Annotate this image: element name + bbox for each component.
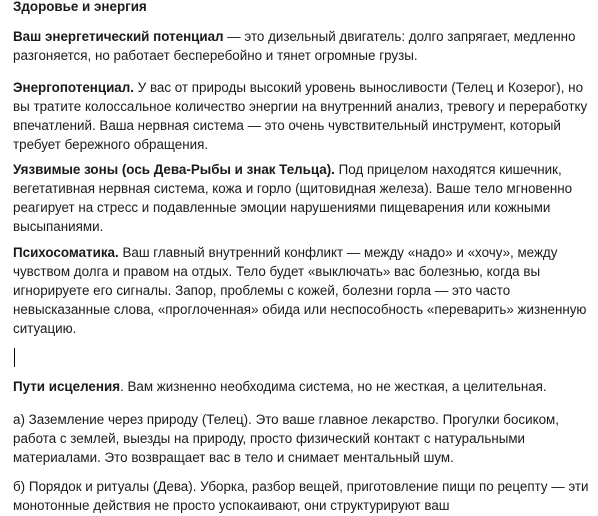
paragraph-text: б) Порядок и ритуалы (Дева). Уборка, разбор вещей, приготовление пищи по рецепту — эти монотонные действия не просто успокаивают, они структурируют ваш (13, 479, 589, 513)
paragraph-psychosomatics (13, 243, 595, 338)
paragraph-order-rituals (13, 477, 595, 515)
paragraph-text: а) Заземление через природу (Телец). Это ваше главное лекарство. Прогулки босиком, работа с землей, выезды на природу, просто физический контакт с натуральными материалами. Это возвращает вас в тело и снимает ментальный шум. (13, 412, 559, 465)
paragraph-energy-level (13, 78, 595, 154)
paragraph-text: . Вам жизненно необходима система, но не жесткая, а целительная. (120, 379, 547, 394)
paragraph-energy-potential (13, 27, 595, 65)
section-heading: Здоровье и энергия (13, 0, 147, 14)
paragraph-text: — это дизельный двигатель: долго запрягает, медленно разгоняется, но работает бесперебойно и тянет огромные грузы. (13, 29, 576, 63)
text-cursor[interactable] (14, 348, 15, 367)
paragraph-vulnerable-zones (13, 160, 595, 236)
paragraph-lead: Пути исцеления (13, 379, 121, 394)
paragraph-lead: Уязвимые зоны (ось Дева-Рыбы и знак Тельца). (13, 162, 335, 177)
paragraph-lead: Ваш энергетический потенциал (13, 29, 224, 44)
paragraph-text: У вас от природы высокий уровень выносливости (Телец и Козерог), но вы тратите колоссальное количество энергии на внутренний анализ, тревогу и переработку впечатлений. Ваша нервная система — это очень чувствительный инструмент, который требует бережного обращения. (13, 80, 588, 152)
paragraph-healing-paths (13, 377, 595, 396)
paragraph-text: Ваш главный внутренний конфликт — между «надо» и «хочу», между чувством долга и правом на отдых. Тело будет «выключать» вас болезнью, когда вы игнорируете его сигналы. Запор, проблемы с кожей, болезни горла — это часто невысказанные слова, «проглоченная» обида или неспособность «переварить» жизненную ситуацию. (13, 245, 587, 336)
paragraph-text: Под прицелом находятся кишечник, вегетативная нервная система, кожа и горло (щитовидная железа). Ваше тело мгновенно реагирует на стресс и подавленные эмоции нарушениями пищеварения или кожными высыпаниями. (13, 162, 573, 234)
paragraph-lead: Психосоматика. (13, 245, 119, 260)
paragraph-grounding (13, 410, 595, 467)
paragraph-lead: Энергопотенциал. (13, 80, 134, 95)
